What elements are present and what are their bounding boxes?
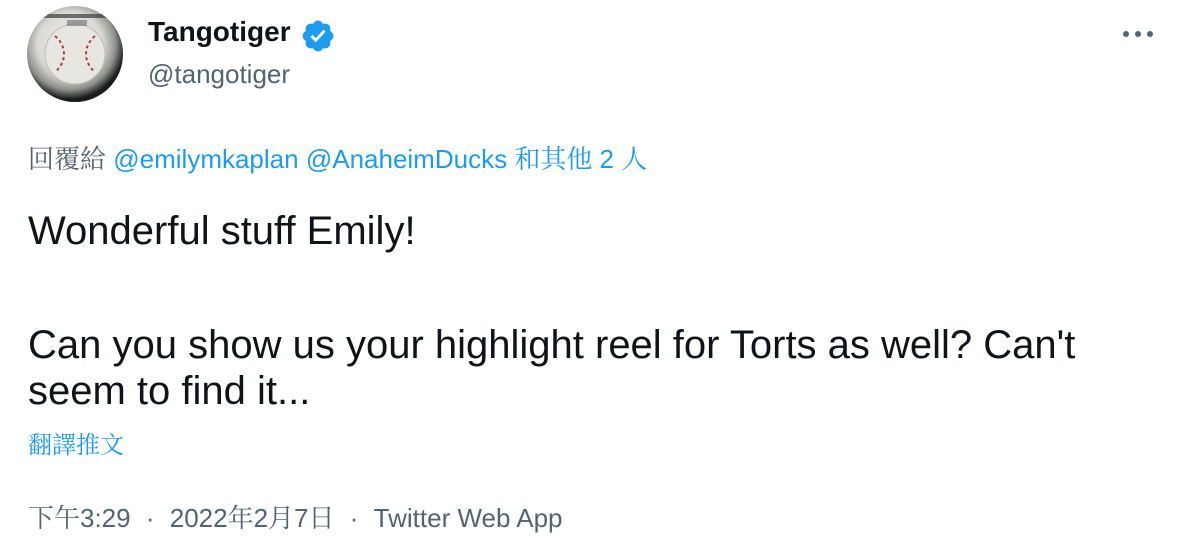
tweet-text [28,208,1158,414]
tweet-source: Twitter Web App [373,503,563,533]
meta-separator: · [349,503,359,533]
meta-separator: · [145,503,155,533]
tweet-date[interactable]: 2022年2月7日 [169,503,335,533]
translate-tweet-link[interactable]: 翻譯推文 [28,432,124,459]
reply-context [28,141,647,177]
reply-prefix: 回覆給 [28,144,107,174]
author-avatar[interactable] [27,6,123,102]
author-handle[interactable]: @tangotiger [148,59,291,89]
tweet-time[interactable]: 下午3:29 [28,503,131,533]
mention-anaheimducks[interactable]: @AnaheimDucks [305,144,508,174]
mention-emilymkaplan[interactable]: @emilymkaplan [113,144,299,174]
mention-others[interactable]: 和其他 2 人 [514,144,648,174]
tweet-metadata [28,500,563,536]
author-name[interactable]: Tangotiger [148,16,291,47]
tweet-line-1: Wonderful stuff Emily! [28,209,416,253]
tweet-line-2: Can you show us your highlight reel for Torts as well? Can't seem to find it... [28,323,1076,413]
verified-badge-icon [300,18,336,54]
more-horizontal-icon[interactable] [1120,22,1156,46]
baseball-avatar-icon [27,6,123,102]
